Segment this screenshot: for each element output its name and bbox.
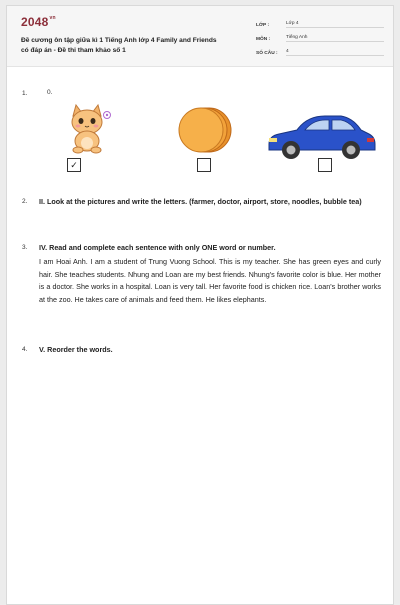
meta-label: SỐ CÂU : (256, 51, 278, 56)
option-checkbox-orange[interactable] (197, 158, 211, 172)
meta-row-class (256, 16, 384, 28)
question-number: 3. (22, 244, 28, 251)
meta-value: 4 (286, 49, 384, 56)
question-text: II. Look at the pictures and write the letters. (farmer, doctor, airport, store, noodles, bubble tea) (39, 197, 362, 206)
question-heading: IV. Read and complete each sentence with only ONE word or number. (39, 243, 276, 252)
question-number: 1. (22, 90, 28, 97)
reading-passage: I am Hoai Anh. I am a student of Trung Vuong School. This is my teacher. She has green eyes and curly hair. She teaches students. Nhung and Loan are my best friends. Nhung's favorite color is blue. Her mother is a doctor. She works in a hospital. Loan is very tall. Her favorite food is chicken rice. Loan's brother works at the zoo. He takes care of animals and feed them. He likes elephants. (39, 257, 381, 305)
orange-slice-icon[interactable] (175, 106, 233, 159)
meta-value: Lớp 4 (286, 21, 384, 28)
question-text: 0. (47, 89, 53, 96)
option-checkbox-car[interactable] (318, 158, 332, 172)
question-text: V. Reorder the words. (39, 345, 113, 354)
site-logo[interactable]: $2048^{vn}$ (21, 15, 56, 29)
question-number: 2. (22, 198, 28, 205)
cat-icon[interactable] (63, 102, 111, 159)
option-checkbox-cat[interactable]: ✓ (67, 158, 81, 172)
worksheet-page (6, 5, 394, 605)
document-title: Đề cương ôn tập giữa kì 1 Tiếng Anh lớp 4 Family and Friends có đáp án - Đề thi tham khảo số 1 (21, 37, 217, 54)
meta-row-subject (256, 30, 384, 42)
meta-row-question-count (256, 44, 384, 56)
document-meta (256, 16, 384, 58)
document-header (7, 6, 393, 67)
meta-label: LỚP : (256, 23, 270, 28)
meta-value: Tiếng Anh (286, 35, 384, 42)
meta-label: MÔN : (256, 37, 271, 42)
question-number: 4. (22, 346, 28, 353)
